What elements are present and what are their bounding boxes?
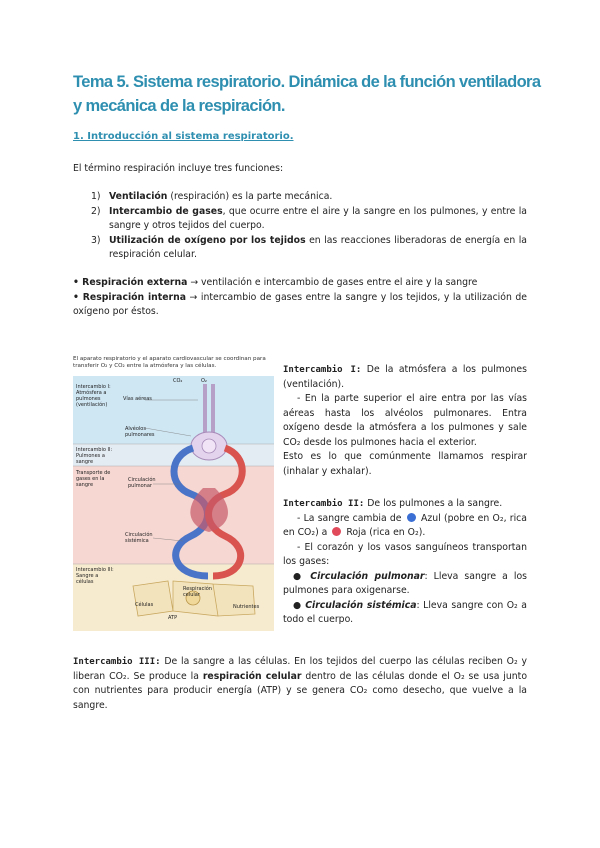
intercambio-3: Intercambio III: De la sangre a las células. En los tejidos del cuerpo las células reciben O₂ y liberan CO₂. Se produce la respiración celular dentro de las células donde el O₂ se usa junto con nutrientes para producir energía (ATP) y se genera CO₂ como desecho, que vuelve a la sangre. bbox=[73, 656, 528, 711]
vias-label: Vías aéreas bbox=[123, 396, 152, 402]
intercambio-2: Intercambio II: De los pulmones a la sangre. - La sangre cambia de Azul (pobre en O₂, rica en CO₂) a Roja (rica en O₂). - El corazón y los vasos sanguíneos transportan los gases: ● Circulación pulmonar: Lleva sangre a los pulmones para oxigenarse. ● Circulación sistémica: Lleva sangre con O₂ a todo el cuerpo. bbox=[283, 498, 527, 625]
celulas-label: Células bbox=[135, 602, 154, 608]
bullet-interna: • Respiración interna → intercambio de gases entre la sangre y los tejidos, y la utilización de oxígeno por éstos. bbox=[73, 291, 527, 317]
atp-label: ATP bbox=[168, 615, 178, 621]
respiratory-figure bbox=[73, 356, 274, 631]
circ-sist-label: Circulación sistémica bbox=[125, 532, 153, 544]
bullets bbox=[73, 276, 527, 320]
list-item: 3) Utilización de oxígeno por los tejidos en las reacciones liberadoras de energía en la respiración celular. bbox=[91, 234, 527, 260]
page-title: Tema 5. Sistema respiratorio. Dinámica de la función ventiladora y mecánica de la respiración. bbox=[73, 73, 541, 115]
list-item: 2) Intercambio de gases, que ocurre entre el aire y la sangre en los pulmones, y entre la sangre y otros tejidos del cuerpo. bbox=[91, 205, 527, 231]
functions-list bbox=[93, 190, 527, 263]
o2-label: O₂ bbox=[201, 378, 207, 384]
alveolos-label: Alvéolos pulmonares bbox=[125, 426, 155, 438]
intro-text: El término respiración incluye tres funciones: bbox=[73, 163, 284, 174]
blue-dot-icon bbox=[407, 513, 416, 522]
zone4-label: Intercambio III: Sangre a células bbox=[76, 567, 114, 585]
red-dot-icon bbox=[332, 527, 341, 536]
nutrientes-label: Nutrientes bbox=[233, 604, 260, 610]
list-item: 1) Ventilación (respiración) es la parte mecánica. bbox=[91, 191, 333, 202]
circ-pulm-label: Circulación pulmonar bbox=[128, 477, 156, 489]
zone2-label: Intercambio II: Pulmones a sangre bbox=[76, 447, 113, 465]
bullet-externa: • Respiración externa → ventilación e intercambio de gases entre el aire y la sangre bbox=[73, 277, 478, 288]
figure-caption: El aparato respiratorio y el aparato cardiovascular se coordinan para transferir O₂ y CO₂ entre la atmósfera y las células. bbox=[73, 356, 266, 369]
intercambio-1: Intercambio I: De la atmósfera a los pulmones (ventilación). - En la parte superior el aire entra por las vías aéreas hasta los alvéolos pulmonares. Entra oxígeno desde la atmósfera a los pulmones y sale CO₂ desde los pulmones hacia el exterior. Esto es lo que comúnmente llamamos respirar (inhalar y exhalar). bbox=[283, 364, 527, 477]
section-heading: 1. Introducción al sistema respiratorio. bbox=[73, 131, 294, 142]
figure-diagram bbox=[73, 376, 274, 631]
zone3-label: Transporte de gases en la sangre bbox=[76, 470, 111, 488]
zone1-label: Intercambio I: Atmósfera a pulmones (ventilación) bbox=[76, 384, 111, 408]
co2-label: CO₂ bbox=[173, 378, 183, 384]
resp-celular-label: Respiración celular bbox=[183, 586, 212, 598]
